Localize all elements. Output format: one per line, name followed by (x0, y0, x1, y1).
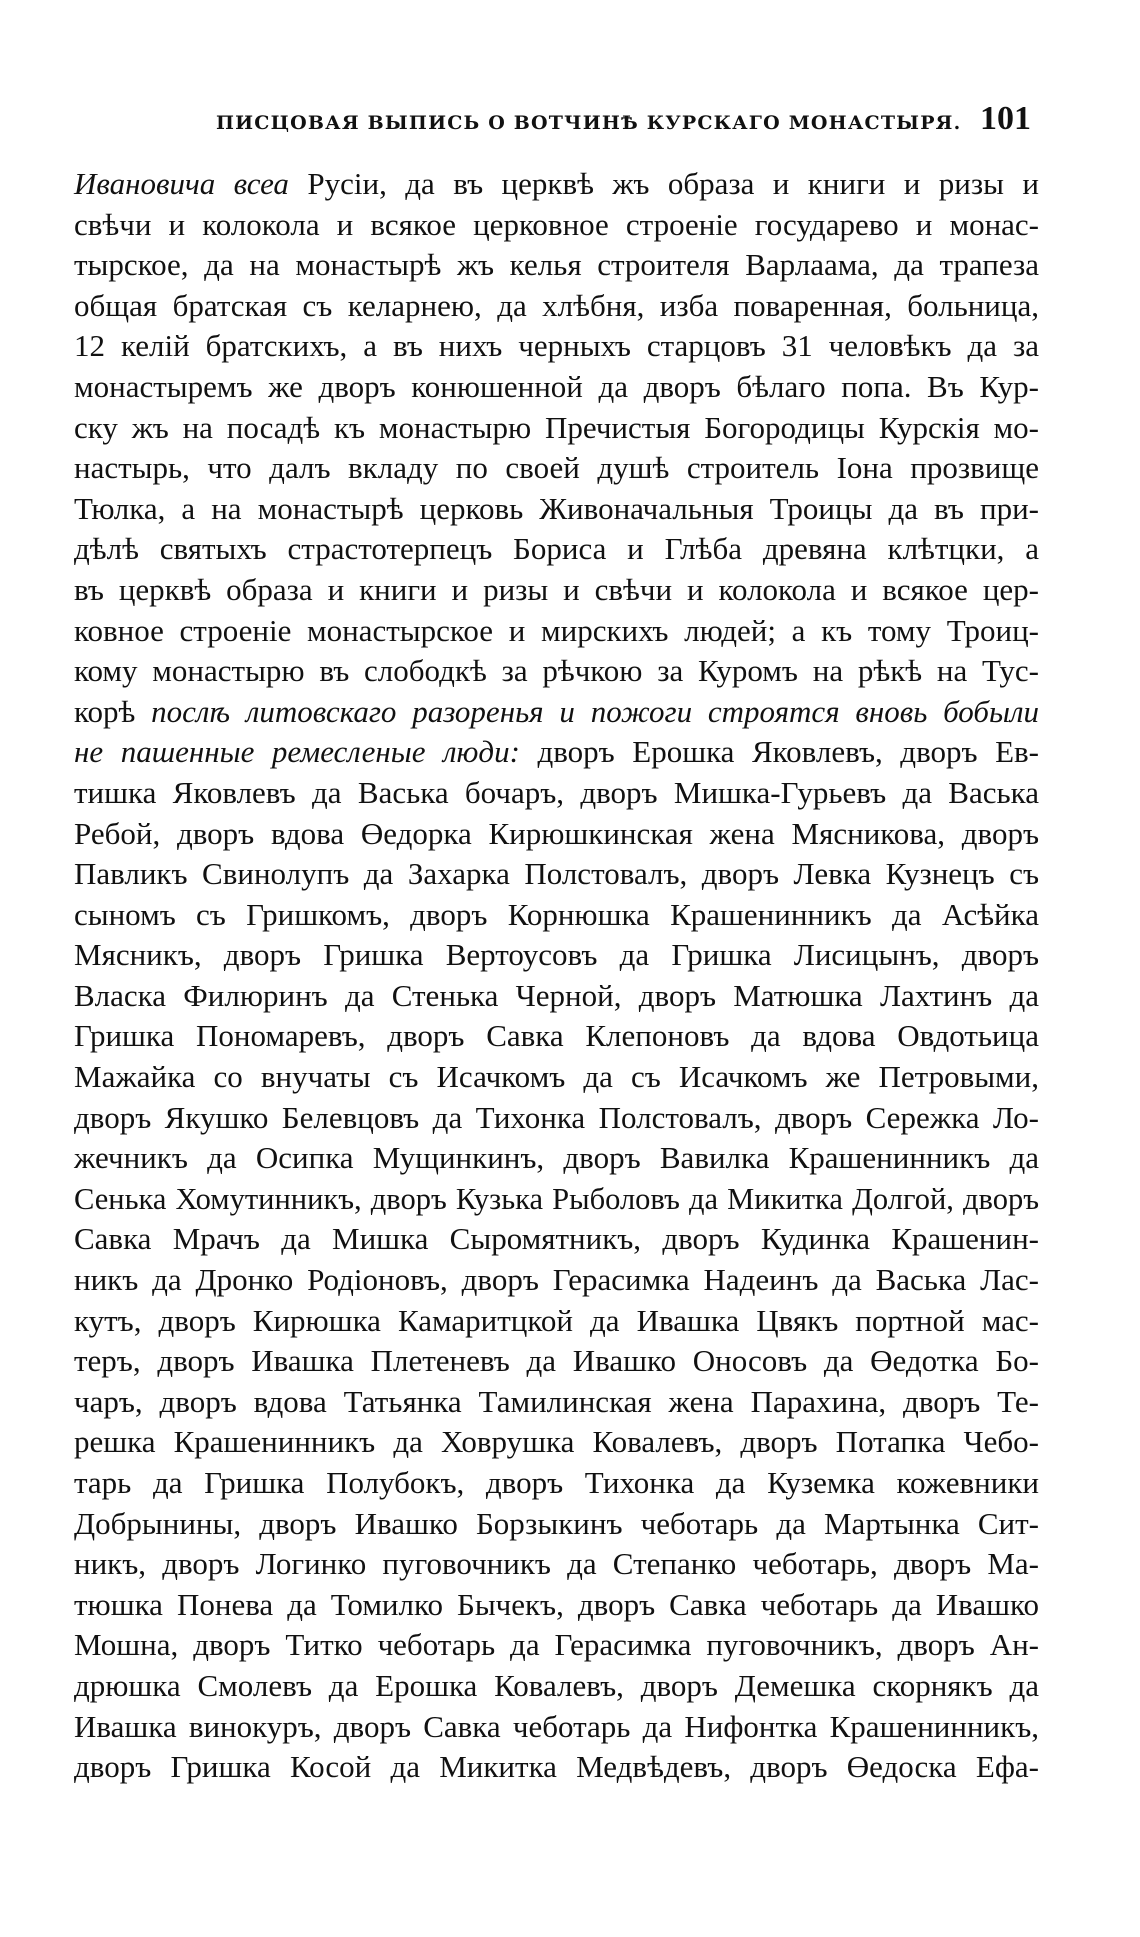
text-line (74, 408, 1039, 449)
page-header (74, 100, 1039, 146)
line-text: свѣчи и колокола и всякое церковное строеніе государево и монас- (74, 206, 1039, 242)
text-line (74, 976, 1039, 1017)
text-line (74, 1057, 1039, 1098)
text-line (74, 205, 1039, 246)
text-line (74, 1707, 1039, 1748)
text-line (74, 286, 1039, 327)
text-line (74, 1138, 1039, 1179)
text-line (74, 1219, 1039, 1260)
line-text: Павликъ Свинолупъ да Захарка Полстовалъ, дворъ Левка Кузнецъ съ (74, 856, 1039, 892)
italic-text: не пашенные ремесленые люди: (74, 734, 520, 770)
line-text: тырское, да на монастырѣ жъ келья строителя Варлаама, да трапеза (74, 247, 1039, 283)
line-text: дворъ Гришка Косой да Микитка Медвѣдевъ, дворъ Өедоска Ефа- (74, 1749, 1039, 1785)
line-text: Мошна, дворъ Титко чеботарь да Герасимка пуговочникъ, дворъ Ан- (74, 1627, 1039, 1663)
italic-text: Ивановича всеа (74, 166, 289, 201)
text-line (74, 326, 1039, 367)
line-text: общая братская съ келарнею, да хлѣбня, изба поваренная, больница, (74, 287, 1039, 323)
text-line (74, 895, 1039, 936)
line-text: кутъ, дворъ Кирюшка Камаритцкой да Ивашка Цвякъ портной мас- (74, 1302, 1039, 1338)
text-line (74, 732, 1039, 773)
text-line (74, 1666, 1039, 1707)
line-text: корѣ (74, 693, 152, 729)
text-line (74, 1463, 1039, 1504)
text-line (74, 611, 1039, 652)
text-line (74, 692, 1039, 733)
text-line (74, 367, 1039, 408)
line-text: чаръ, дворъ вдова Татьянка Тамилинская жена Парахина, дворъ Те- (74, 1383, 1039, 1419)
body-text (74, 164, 1039, 1788)
line-text: Мясникъ, дворъ Гришка Вертоусовъ да Гришка Лисицынъ, дворъ (74, 937, 1039, 973)
line-text: Добрынины, дворъ Ивашко Борзыкинъ чеботарь да Мартынка Сит- (74, 1505, 1039, 1541)
line-text: дворъ Якушко Белевцовъ да Тихонка Полстовалъ, дворъ Сережка Ло- (74, 1099, 1039, 1135)
line-text: монастыремъ же дворъ конюшенной да дворъ бѣлаго попа. Въ Кур- (74, 368, 1039, 404)
line-text: ску жъ на посадѣ къ монастырю Пречистыя Богородицы Курскія мо- (74, 409, 1039, 445)
line-text: Сенька Хомутинникъ, дворъ Кузька Рыболовъ да Микитка Долгой, дворъ (74, 1181, 1039, 1216)
text-line (74, 1747, 1039, 1788)
text-line (74, 1422, 1039, 1463)
line-text: Власка Филюринъ да Стенька Черной, дворъ Матюшка Лахтинъ да (74, 977, 1039, 1013)
line-text: тарь да Гришка Полубокъ, дворъ Тихонка да Куземка кожевники (74, 1465, 1039, 1500)
line-text: Русіи, да въ церквѣ жъ образа и книги и ризы и (288, 166, 1039, 201)
text-line (74, 1260, 1039, 1301)
text-line (74, 1098, 1039, 1139)
line-text: ковное строеніе монастырское и мирскихъ людей; а къ тому Троиц- (74, 612, 1039, 648)
text-line (74, 570, 1039, 611)
page-number: 101 (980, 100, 1031, 137)
line-text: никъ, дворъ Логинко пуговочникъ да Степанко чеботарь, дворъ Ма- (74, 1546, 1039, 1582)
text-line (74, 935, 1039, 976)
line-text: тюшка Понева да Томилко Бычекъ, дворъ Савка чеботарь да Ивашко (74, 1586, 1039, 1622)
line-text: тишка Яковлевъ да Васька бочаръ, дворъ Мишка-Гурьевъ да Васька (74, 774, 1039, 810)
line-text: дрюшка Смолевъ да Ерошка Ковалевъ, дворъ Демешка скорнякъ да (74, 1667, 1039, 1703)
italic-text: послѣ литовскаго разоренья и пожоги строятся вновь бобыли (151, 693, 1039, 729)
text-line (74, 1585, 1039, 1626)
text-line (74, 1382, 1039, 1423)
text-line (74, 1301, 1039, 1342)
line-text: въ церквѣ образа и книги и ризы и свѣчи и колокола и всякое цер- (74, 571, 1039, 607)
text-line (74, 1179, 1039, 1220)
line-text: Тюлка, а на монастырѣ церковь Живоначальныя Троицы да въ при- (74, 490, 1039, 526)
text-line (74, 164, 1039, 205)
text-line (74, 854, 1039, 895)
line-text: настырь, что далъ вкладу по своей душѣ строитель Іона прозвище (74, 450, 1039, 486)
text-line (74, 1504, 1039, 1545)
line-text: Мажайка со внучаты съ Исачкомъ да съ Исачкомъ же Петровыми, (74, 1059, 1039, 1095)
text-line (74, 651, 1039, 692)
line-text: жечникъ да Осипка Мущинкинъ, дворъ Вавилка Крашенинникъ да (74, 1140, 1039, 1176)
line-text: Ребой, дворъ вдова Өедорка Кирюшкинская жена Мясникова, дворъ (74, 815, 1039, 851)
text-line (74, 814, 1039, 855)
text-line (74, 1544, 1039, 1585)
line-text: кому монастырю въ слободкѣ за рѣчкою за Куромъ на рѣкѣ на Тус- (74, 653, 1039, 689)
line-text: дворъ Ерошка Яковлевъ, дворъ Ев- (519, 734, 1039, 770)
text-line (74, 1625, 1039, 1666)
text-line (74, 245, 1039, 286)
text-line (74, 773, 1039, 814)
line-text: Ивашка винокуръ, дворъ Савка чеботарь да Нифонтка Крашенинникъ, (74, 1708, 1039, 1744)
text-line (74, 1016, 1039, 1057)
line-text: теръ, дворъ Ивашка Плетеневъ да Ивашко Оносовъ да Өедотка Бо- (74, 1343, 1039, 1379)
running-title: ПИСЦОВАЯ ВЫПИСЬ О ВОТЧИНѢ КУРСКАГО МОНАСТЫРЯ. (216, 112, 962, 134)
line-text: дѣлѣ святыхъ страстотерпецъ Бориса и Глѣба древяна клѣтцки, а (74, 531, 1039, 567)
line-text: Гришка Пономаревъ, дворъ Савка Клепоновъ да вдова Овдотьица (74, 1018, 1039, 1054)
text-line (74, 448, 1039, 489)
line-text: никъ да Дронко Родіоновъ, дворъ Герасимка Надеинъ да Васька Лас- (74, 1262, 1039, 1298)
text-line (74, 529, 1039, 570)
line-text: Савка Мрачъ да Мишка Сыромятникъ, дворъ Кудинка Крашенин- (74, 1221, 1039, 1257)
text-line (74, 1341, 1039, 1382)
text-line (74, 489, 1039, 530)
line-text: сыномъ съ Гришкомъ, дворъ Корнюшка Крашенинникъ да Асѣйка (74, 896, 1039, 932)
line-text: решка Крашенинникъ да Ховрушка Ковалевъ, дворъ Потапка Чебо- (74, 1424, 1039, 1460)
line-text: 12 келій братскихъ, а въ нихъ черныхъ старцовъ 31 человѣкъ да за (74, 328, 1039, 364)
